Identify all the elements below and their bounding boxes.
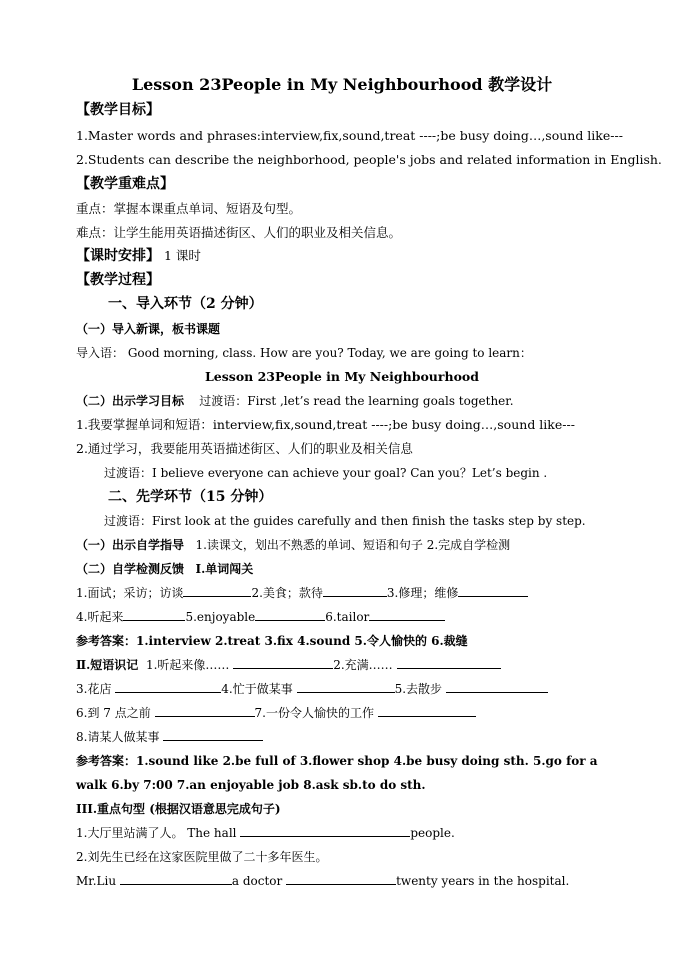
objective-1: 1.Master words and phrases:interview,fix,sound,treat ----;be busy doing…,sound like--- (76, 128, 623, 143)
answer-blank[interactable] (369, 608, 445, 621)
sentence-2-en-c: twenty years in the hospital. (396, 874, 570, 888)
part1-title: Ⅰ.单词闯关 (195, 562, 254, 576)
answer-blank[interactable] (183, 584, 251, 597)
objective-2: 2.Students can describe the neighborhood, people's jobs and related information in English. (76, 152, 662, 167)
sentence-1-en-a: The hall (187, 826, 237, 840)
lesson-center-title: Lesson 23People in My Neighbourhood (205, 369, 479, 384)
sentence-2-cn: 2.刘先生已经在这家医院里做了二十多年医生。 (76, 850, 328, 864)
answer-blank[interactable] (458, 584, 528, 597)
step2-sub1-line (76, 536, 510, 554)
answer-blank[interactable] (323, 584, 387, 597)
sentence-1-cn: 1.大厅里站满了人。 (76, 826, 184, 840)
intro-label: 导入语： (76, 346, 125, 360)
phrase-5: 5.去散步 (394, 682, 443, 696)
answer-blank[interactable] (163, 728, 263, 741)
step2-sub1: （一）出示自学指导 (76, 538, 185, 552)
answer-1-line (76, 632, 468, 650)
phrase-1: 1.听起来像…… (145, 658, 230, 672)
goal-2: 2.通过学习，我要能用英语描述街区、人们的职业及相关信息 (76, 441, 413, 456)
answer-blank[interactable] (397, 656, 501, 669)
goal-trans: I believe everyone can achieve your goal? Can you？Let’s begin . (152, 466, 548, 480)
section-objectives-heading: 【教学目标】 (76, 102, 160, 118)
phrase-6: 6.到 7 点之前 (76, 706, 151, 720)
answer-label: 参考答案： (76, 634, 137, 648)
phrase-row-3 (76, 704, 476, 722)
answer-blank[interactable] (255, 608, 325, 621)
page-title: Lesson 23People in My Neighbourhood 教学设计 (131, 75, 553, 94)
section-process-heading: 【教学过程】 (76, 272, 160, 288)
answer-blank[interactable] (115, 680, 221, 693)
phrase-7: 7.一份令人愉快的工作 (254, 706, 374, 720)
answer-2-line2: walk 6.by 7:00 7.an enjoyable job 8.ask sb.to do sth. (76, 778, 426, 792)
phrase-row-2 (76, 680, 548, 698)
step2-trans-line (104, 512, 586, 530)
section-keypoints-heading: 【教学重难点】 (76, 176, 174, 192)
phrase-row-4 (76, 728, 263, 746)
keypoint-1: 重点：掌握本课重点单词、短语及句型。 (76, 201, 302, 216)
word-row-2 (76, 608, 445, 626)
phrase-3: 3.花店 (76, 682, 112, 696)
answer-2-part1: 1.sound like 2.be full of 3.flower shop 4.be busy doing sth. 5.go for a (136, 754, 598, 768)
answer-blank[interactable] (240, 824, 410, 837)
sentence-1-en-b: people. (410, 826, 455, 840)
word-1: 1.面试；采访；访谈 (76, 586, 184, 600)
word-6: 6.tailor (325, 610, 370, 624)
answer-blank[interactable] (155, 704, 255, 717)
answer-blank[interactable] (233, 656, 333, 669)
step1-sub2-trans: First ,let’s read the learning goals together. (247, 394, 514, 408)
section-schedule-heading: 【课时安排】 (76, 248, 160, 264)
sentence-2-en-a: Mr.Liu (76, 874, 117, 888)
keypoint-2: 难点：让学生能用英语描述街区、人们的职业及相关信息。 (76, 225, 402, 240)
answer-blank[interactable] (286, 872, 396, 885)
step2-title: 二、先学环节（15 分钟） (108, 489, 273, 505)
part3-title: III.重点句型 (根据汉语意思完成句子) (76, 802, 281, 816)
goal-trans-line (104, 464, 547, 482)
phrase-4: 4.忙于做某事 (221, 682, 293, 696)
step1-intro (76, 344, 532, 362)
answer-label: 参考答案： (76, 754, 137, 768)
step2-sub2: （二）自学检测反馈 (76, 562, 185, 576)
word-5: 5.enjoyable (185, 610, 256, 624)
phrase-8: 8.请某人做某事 (76, 730, 160, 744)
step1-title: 一、导入环节（2 分钟） (108, 296, 263, 312)
answer-1: 1.interview 2.treat 3.fix 4.sound 5.令人愉快的 6.裁缝 (136, 634, 468, 648)
part2-title: Ⅱ.短语识记 (76, 658, 139, 672)
trans-label: 过渡语： (104, 466, 153, 480)
intro-text: Good morning, class. How are you? Today, we are going to learn： (127, 346, 532, 360)
sentence-1 (76, 824, 455, 842)
step1-sub2-line (76, 392, 514, 410)
schedule-line (76, 247, 201, 265)
step1-sub1: （一）导入新课，板书课题 (76, 322, 221, 336)
phrase-2: 2.充满…… (333, 658, 393, 672)
answer-blank[interactable] (297, 680, 395, 693)
step1-sub2: （二）出示学习目标 (76, 394, 185, 408)
word-row-1 (76, 584, 528, 602)
step2-trans: First look at the guides carefully and then finish the tasks step by step. (152, 514, 586, 528)
trans-label: 过渡语： (199, 394, 248, 408)
word-2: 2.美食；款待 (251, 586, 323, 600)
word-3: 3.修理；维修 (386, 586, 459, 600)
answer-blank[interactable] (123, 608, 185, 621)
answer-blank[interactable] (378, 704, 476, 717)
sentence-2-en (76, 872, 569, 890)
answer-blank[interactable] (120, 872, 232, 885)
word-4: 4.听起来 (76, 610, 124, 624)
step2-sub1-text: 1.读课文，划出不熟悉的单词、短语和句子 2.完成自学检测 (195, 538, 511, 552)
schedule-value: 1 课时 (163, 248, 201, 263)
answer-2-line1 (76, 752, 598, 770)
step2-sub2-line (76, 560, 253, 578)
goal-1: 1.我要掌握单词和短语：interview,fix,sound,treat ----;be busy doing…,sound like--- (76, 417, 575, 432)
sentence-2-en-b: a doctor (231, 874, 283, 888)
phrase-row-1 (76, 656, 501, 674)
answer-blank[interactable] (446, 680, 548, 693)
trans-label: 过渡语： (104, 514, 153, 528)
